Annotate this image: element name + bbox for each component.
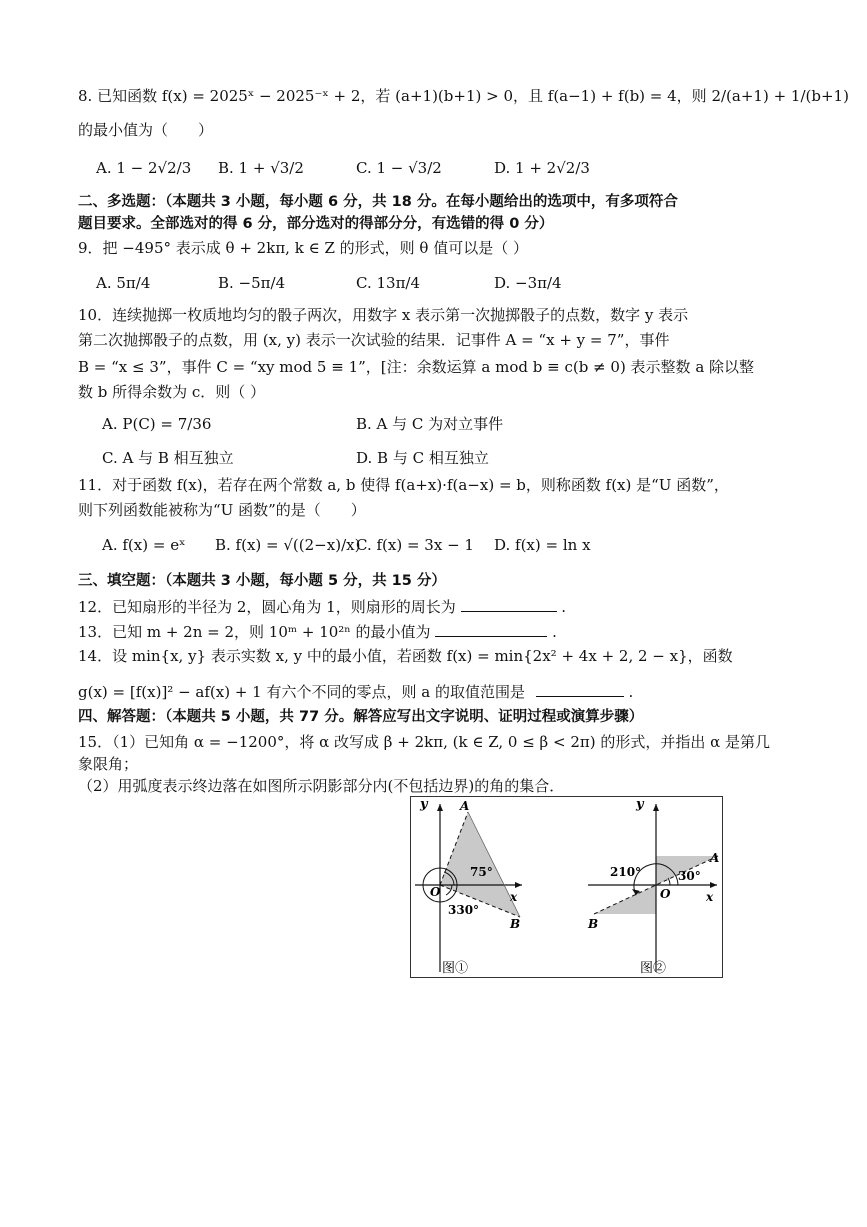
fig1-point-a: A (460, 799, 470, 813)
q10-stem-2: 第二次抛掷骰子的点数，用 (x, y) 表示一次试验的结果．记事件 A = “x + y = 7”，事件 (78, 331, 670, 349)
q11-option-a: A. f(x) = eˣ (102, 536, 186, 554)
q10-option-b: B. A 与 C 为对立事件 (356, 415, 504, 433)
q14-stem-2: g(x) = [f(x)]² − af(x) + 1 有六个不同的零点，则 a 的取值范围是 (78, 683, 525, 701)
q10-option-d: D. B 与 C 相互独立 (356, 449, 489, 467)
q10-stem-4: 数 b 所得余数为 c．则（ ） (78, 383, 266, 401)
fig1-x-label: x (510, 890, 518, 904)
fig1-y-label: y (420, 797, 428, 812)
q9-option-c: C. 13π/4 (356, 274, 421, 292)
fig2-origin-label: O (660, 887, 671, 901)
q12-text: 12．已知扇形的半径为 2，圆心角为 1，则扇形的周长为 (78, 598, 456, 616)
q9-option-d: D. −3π/4 (494, 274, 562, 292)
q12-row (78, 595, 566, 618)
q13-row (78, 620, 557, 643)
q13-text: 13．已知 m + 2n = 2，则 10ᵐ + 10²ⁿ 的最小值为 (78, 623, 431, 641)
q14-answer-blank[interactable] (536, 680, 624, 697)
q8-stem-cont: 的最小值为（ ） (78, 121, 214, 139)
q8-stem: 8. 已知函数 f(x) = 2025ˣ − 2025⁻ˣ + 2，若 (a+1)(b+1) > 0，且 f(a−1) + f(b) = 4，则 2/(a+1) + 1/(b+1) (78, 87, 849, 105)
q11-option-b: B. f(x) = √((2−x)/x) (215, 536, 361, 554)
section2-heading: 二、多选题：（本题共 3 小题，每小题 6 分，共 18 分。在每小题给出的选项中，有多项符合 (78, 194, 678, 210)
fig1-angle-330: 330° (448, 903, 480, 917)
q15-stem-2: 象限角； (78, 755, 139, 773)
fig2-caption: 图② (640, 961, 667, 976)
q8-option-b: B. 1 + √3/2 (218, 159, 304, 177)
q14-end: . (628, 683, 634, 701)
q9-option-a: A. 5π/4 (96, 274, 151, 292)
q12-end: . (561, 598, 567, 616)
section4-heading: 四、解答题：（本题共 5 小题，共 77 分。解答应写出文字说明、证明过程或演算步骤） (78, 709, 644, 725)
fig2-x-label: x (706, 890, 714, 904)
fig2-angle-30: 30° (678, 869, 701, 883)
q15-stem: 15．（1）已知角 α = −1200°，将 α 改写成 β + 2kπ, (k ∈ Z, 0 ≤ β < 2π) 的形式，并指出 α 是第几 (78, 733, 771, 751)
q15-figure (410, 796, 723, 978)
fig1-angle-75: 75° (470, 865, 493, 879)
q10-stem: 10．连续抛掷一枚质地均匀的骰子两次，用数字 x 表示第一次抛掷骰子的点数，数字 y 表示 (78, 306, 689, 324)
q11-option-d: D. f(x) = ln x (494, 536, 591, 554)
fig2-point-b: B (588, 917, 599, 931)
fig1-origin-label: O (430, 885, 441, 899)
angle-diagrams (410, 796, 723, 978)
section2-heading-cont: 题目要求。全部选对的得 6 分，部分选对的得部分分，有选错的得 0 分） (78, 216, 554, 232)
q12-answer-blank[interactable] (461, 595, 557, 612)
q10-option-a: A. P(C) = 7/36 (102, 415, 212, 433)
fig2-point-a: A (710, 851, 720, 865)
q10-option-c: C. A 与 B 相互独立 (102, 449, 234, 467)
q14-stem: 14．设 min{x, y} 表示实数 x, y 中的最小值，若函数 f(x) = min{2x² + 4x + 2, 2 − x}，函数 (78, 647, 733, 665)
fig1-point-b: B (510, 917, 521, 931)
q15-stem-3: （2）用弧度表示终边落在如图所示阴影部分内(不包括边界)的角的集合． (78, 777, 565, 795)
q14-row (78, 680, 633, 703)
q11-option-c: C. f(x) = 3x − 1 (356, 536, 474, 554)
q8-option-d: D. 1 + 2√2/3 (494, 159, 590, 177)
q13-answer-blank[interactable] (435, 620, 547, 637)
fig1-caption: 图① (442, 961, 469, 976)
q10-stem-3: B = “x ≤ 3”，事件 C = “xy mod 5 ≡ 1”，[注：余数运算 a mod b ≡ c(b ≠ 0) 表示整数 a 除以整 (78, 358, 755, 376)
q8-option-c: C. 1 − √3/2 (356, 159, 442, 177)
q13-end: . (552, 623, 557, 641)
fig2-y-label: y (636, 797, 644, 812)
q9-option-b: B. −5π/4 (218, 274, 286, 292)
q8-option-a: A. 1 − 2√2/3 (96, 159, 192, 177)
q9-stem: 9．把 −495° 表示成 θ + 2kπ, k ∈ Z 的形式，则 θ 值可以是（ ） (78, 239, 528, 257)
fig2-angle-210: 210° (610, 865, 642, 879)
q11-stem-2: 则下列函数能被称为“U 函数”的是（ ） (78, 501, 366, 519)
q11-stem: 11．对于函数 f(x)，若存在两个常数 a, b 使得 f(a+x)·f(a−x) = b，则称函数 f(x) 是“U 函数”， (78, 476, 729, 494)
section3-heading: 三、填空题：（本题共 3 小题，每小题 5 分，共 15 分） (78, 573, 446, 589)
